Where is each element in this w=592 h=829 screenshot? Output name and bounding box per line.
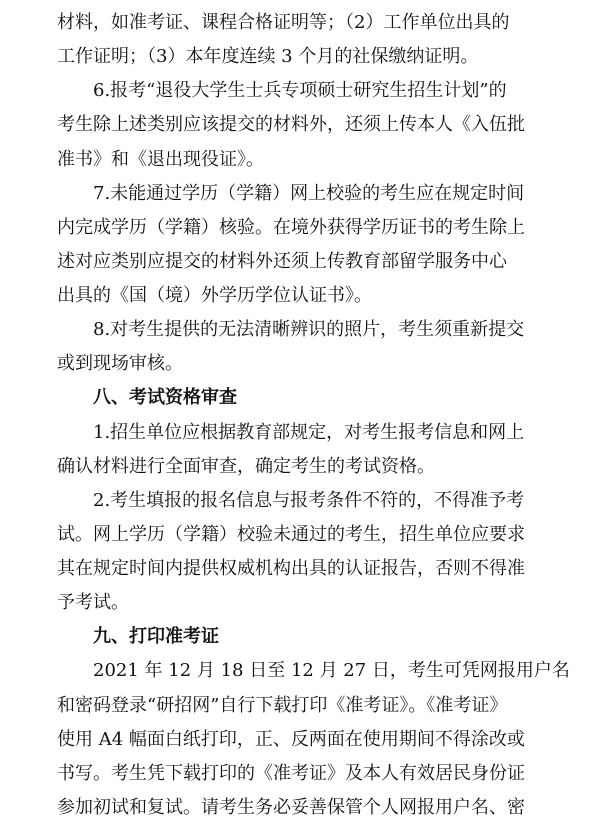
text-line: 6.报考“退役大学生士兵专项硕士研究生招生计划”的	[93, 80, 507, 102]
text-line: 准书》和《退出现役证》。	[57, 148, 264, 170]
text-line: 工作证明；（3）本年度连续 3 个月的社保缴纳证明。	[57, 46, 479, 68]
text-line: 考生除上述类别应该提交的材料外，还须上传本人《入伍批	[57, 114, 525, 136]
text-line: 2021 年 12 月 18 日至 12 月 27 日，考生可凭网报用户名	[93, 660, 570, 682]
text-line: 确认材料进行全面审查，确定考生的考试资格。	[57, 455, 435, 477]
section-heading: 八、考试资格审查	[93, 387, 237, 409]
text-line: 内完成学历（学籍）核验。在境外获得学历证书的考生除上	[57, 216, 525, 238]
text-line: 参加初试和复试。请考生务必妥善保管个人网报用户名、密	[57, 796, 525, 818]
text-line: 试。网上学历（学籍）校验未通过的考生，招生单位应要求	[57, 523, 525, 545]
text-line: 和密码登录“研招网”自行下载打印《准考证》。《准考证》	[57, 694, 508, 716]
text-line: 述对应类别应提交的材料外还须上传教育部留学服务中心	[57, 250, 507, 272]
text-line: 7.未能通过学历（学籍）网上校验的考生应在规定时间	[93, 182, 525, 204]
text-line: 材料，如准考证、课程合格证明等；（2）工作单位出具的	[57, 12, 510, 33]
text-line: 1.招生单位应根据教育部规定，对考生报考信息和网上	[93, 421, 525, 443]
text-line: 或到现场审核。	[57, 353, 183, 375]
text-line: 予考试。	[57, 592, 129, 614]
text-line: 使用 A4 幅面白纸打印，正、反两面在使用期间不得涂改或	[57, 728, 525, 750]
text-line: 其在规定时间内提供权威机构出具的认证报告，否则不得准	[57, 558, 525, 579]
section-heading: 九、打印准考证	[93, 626, 219, 648]
text-line: 2.考生填报的报名信息与报考条件不符的，不得准予考	[93, 489, 525, 511]
text-line: 书写。考生凭下载打印的《准考证》及本人有效居民身份证	[57, 762, 525, 784]
text-line: 出具的《国（境）外学历学位认证书》。	[57, 285, 372, 306]
text-line: 8.对考生提供的无法清晰辨识的照片，考生须重新提交	[93, 319, 525, 341]
